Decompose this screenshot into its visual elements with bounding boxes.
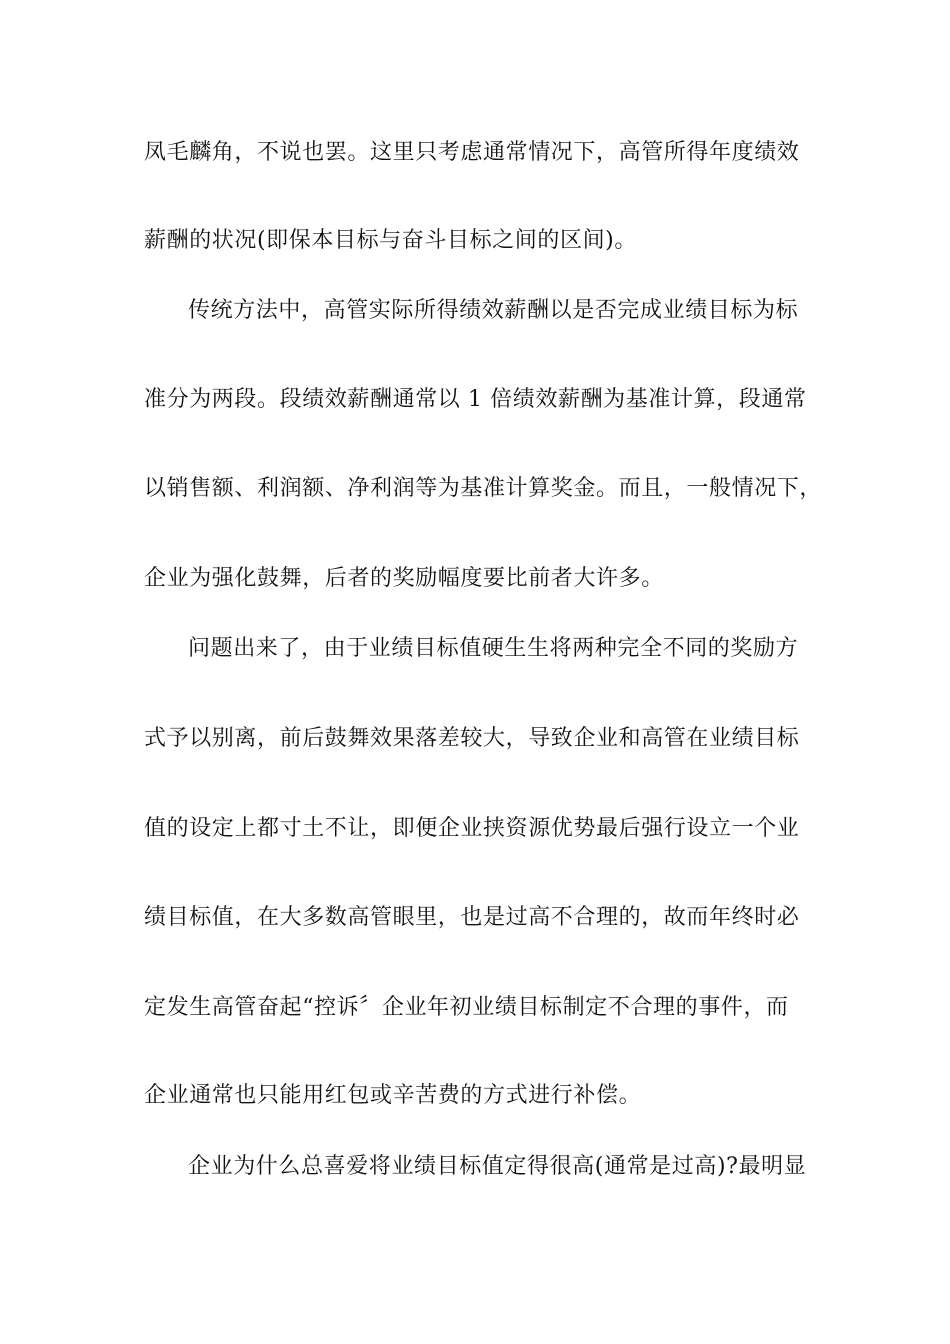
text-line: 定发生高管奋起“控诉〞企业年初业绩目标制定不合理的事件，而 bbox=[144, 995, 789, 1020]
paragraph-start-line: 传统方法中，高管实际所得绩效薪酬以是否完成业绩目标为标 bbox=[188, 298, 799, 323]
text-line: 准分为两段。段绩效薪酬通常以 1 倍绩效薪酬为基准计算，段通常 bbox=[144, 387, 807, 412]
text-line: 以销售额、利润额、净利润等为基准计算奖金。而且，一般情况下， bbox=[144, 476, 823, 501]
text-line: 薪酬的状况(即保本目标与奋斗目标之间的区间)。 bbox=[144, 228, 637, 253]
text-line: 值的设定上都寸土不让，即便企业挟资源优势最后强行设立一个业 bbox=[144, 816, 800, 841]
text-line: 企业为强化鼓舞，后者的奖励幅度要比前者大许多。 bbox=[144, 566, 664, 591]
paragraph-start-line: 企业为什么总喜爱将业绩目标值定得很高(通常是过高)?最明显 bbox=[188, 1154, 807, 1179]
paragraph-start-line: 问题出来了，由于业绩目标值硬生生将两种完全不同的奖励方 bbox=[188, 636, 799, 661]
text-line: 绩目标值，在大多数高管眼里，也是过高不合理的，故而年终时必 bbox=[144, 905, 800, 930]
text-line: 凤毛麟角，不说也罢。这里只考虑通常情况下，高管所得年度绩效 bbox=[144, 140, 800, 165]
text-line: 企业通常也只能用红包或辛苦费的方式进行补偿。 bbox=[144, 1083, 642, 1108]
text-line: 式予以别离，前后鼓舞效果落差较大，导致企业和高管在业绩目标 bbox=[144, 726, 800, 751]
